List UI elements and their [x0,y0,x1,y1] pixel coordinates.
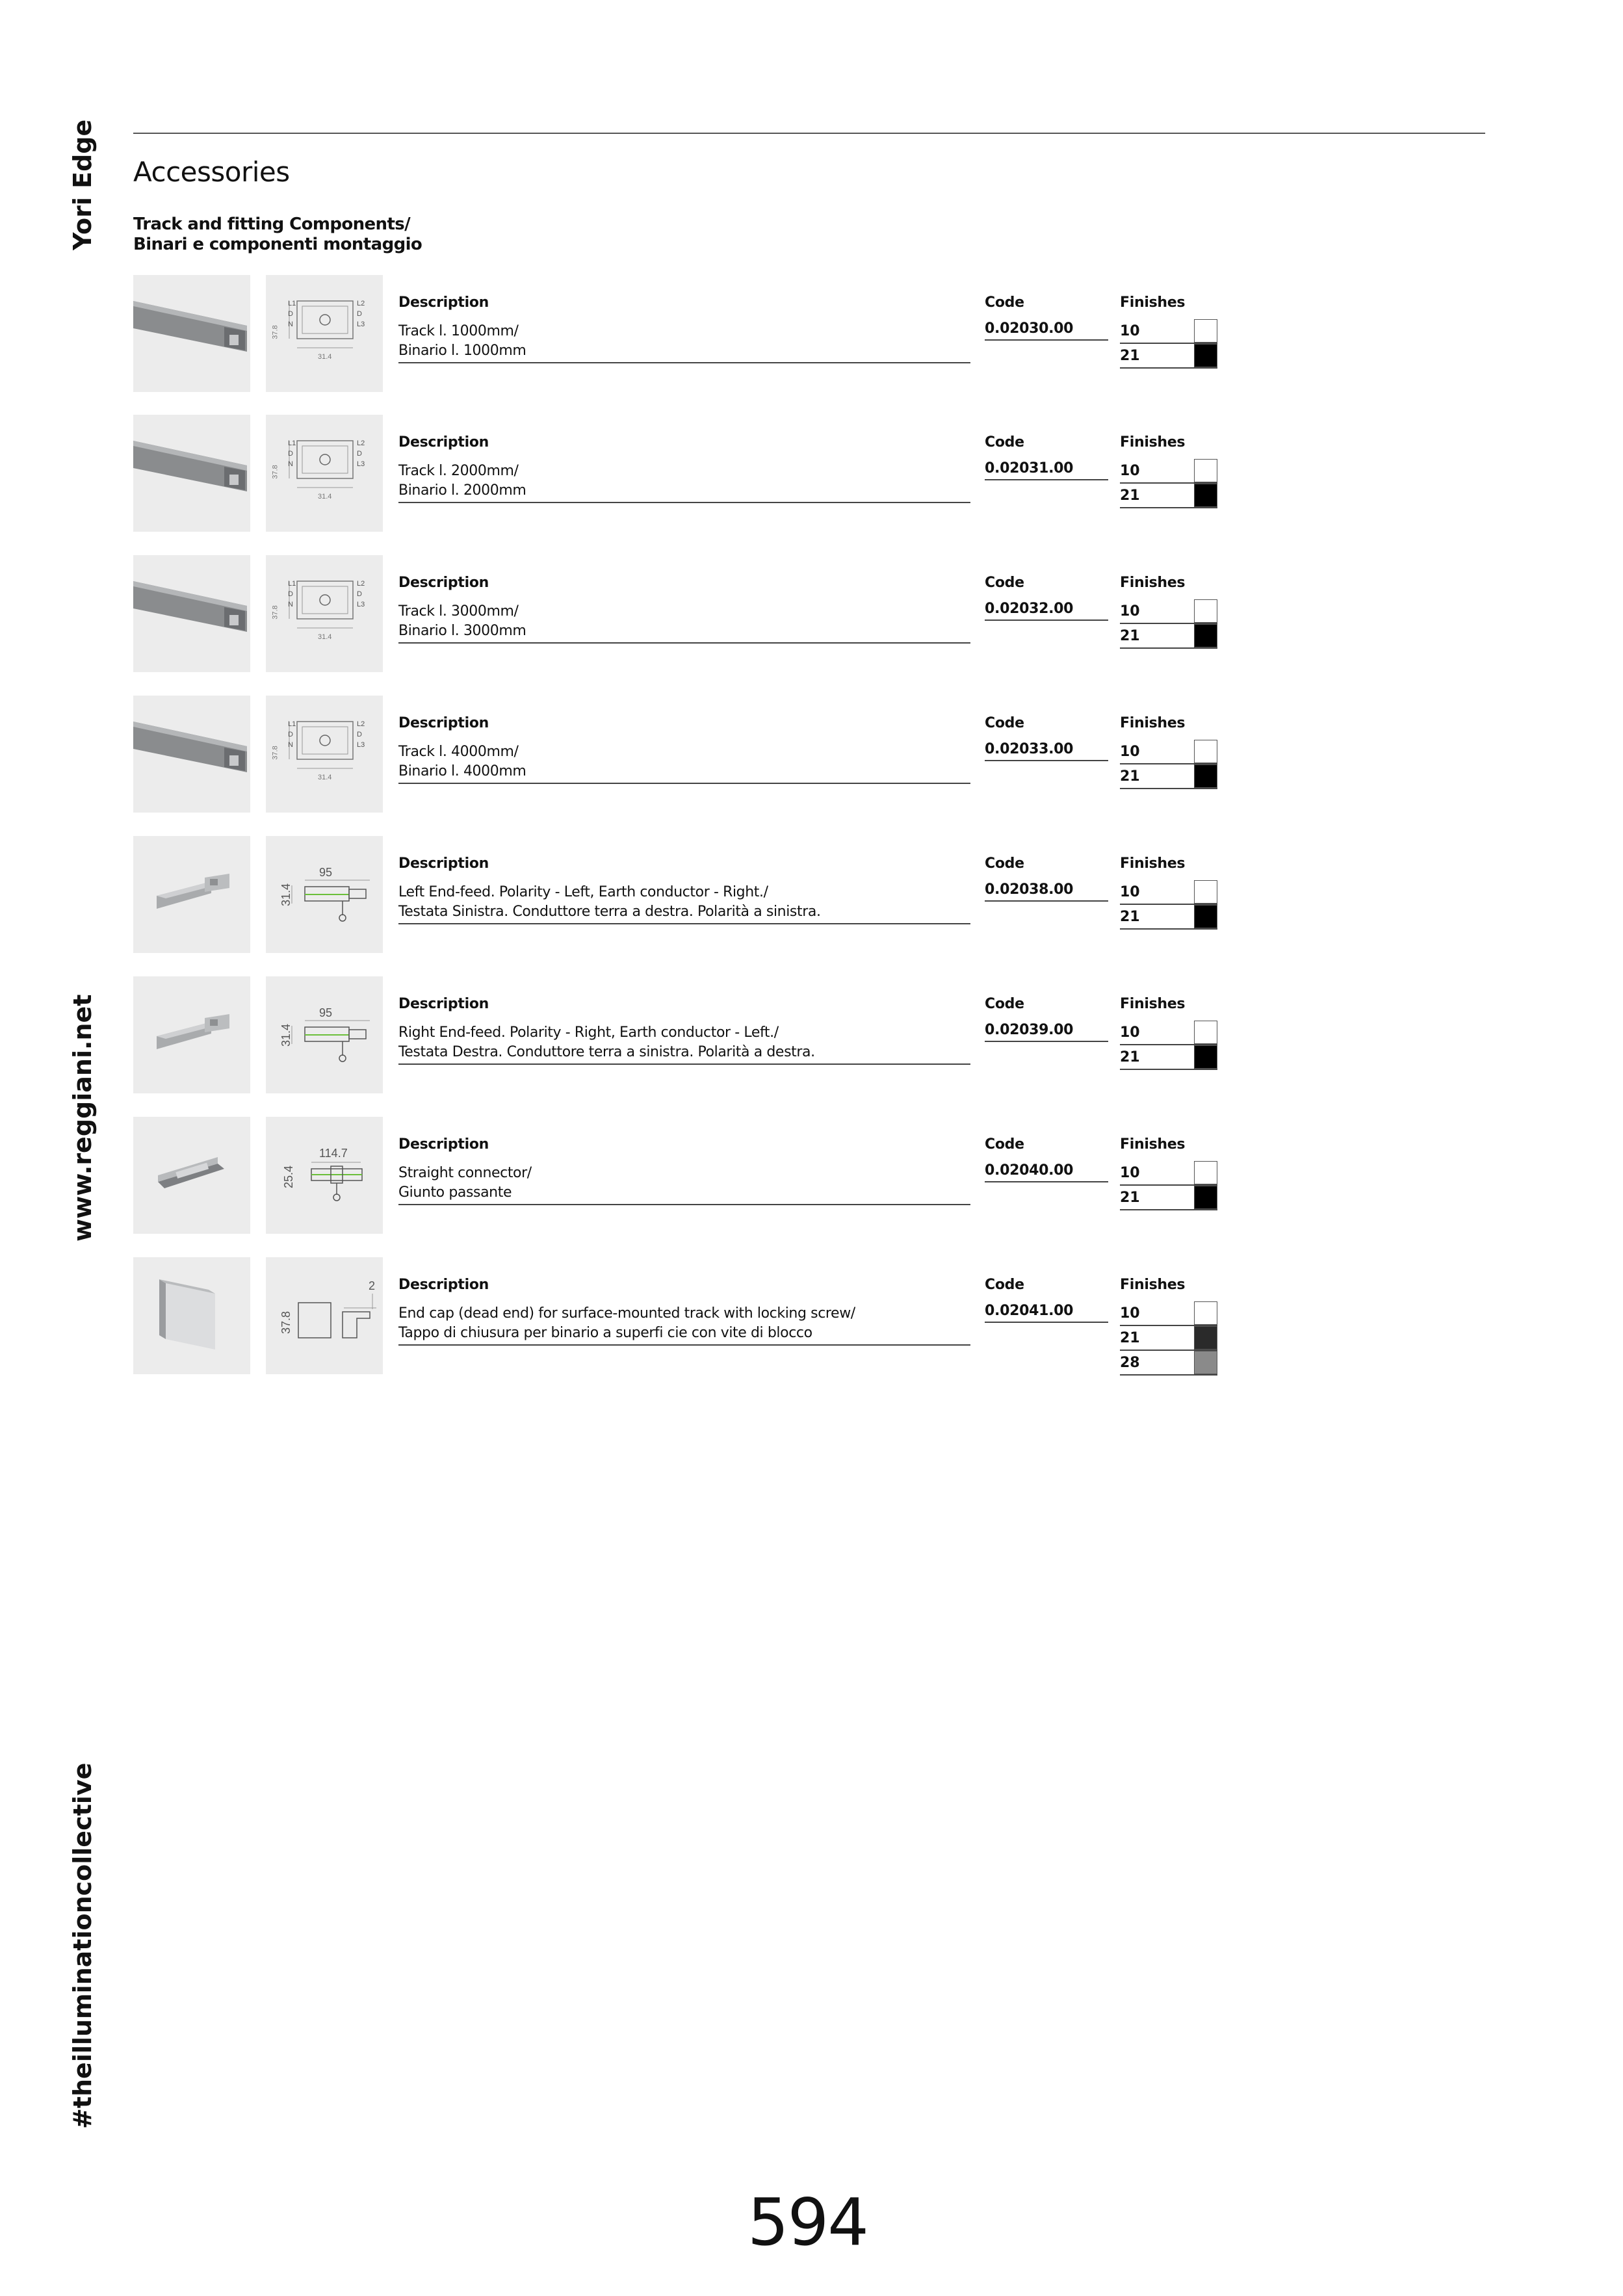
finishes-list [1120,459,1217,508]
finish-code: 10 [1120,463,1140,479]
finish-swatch-black [1194,624,1217,647]
dim-height: 37.8 [271,605,279,620]
finish-option [1120,344,1217,369]
code-header: Code [985,434,1024,450]
label-d-left: D [288,590,293,598]
finishes-list [1120,319,1217,369]
description-header: Description [398,855,489,872]
end-cap-photo-icon [133,1257,250,1374]
connector-photo-icon [133,1117,250,1234]
finish-swatch-black [1194,344,1217,367]
finish-option [1120,1351,1217,1376]
description-line-en: Left End-feed. Polarity - Left, Earth conductor - Right./ [398,884,768,900]
dim-side: 31.4 [279,883,293,907]
label-l1: L1 [288,720,296,728]
technical-drawing-track [266,696,383,813]
dim-width: 31.4 [318,633,332,641]
finish-option [1120,764,1217,789]
finishes-list [1120,1021,1217,1070]
label-l1: L1 [288,580,296,588]
finishes-list [1120,599,1217,649]
product-row [133,1257,1238,1374]
dim-top: 95 [319,1006,333,1019]
finish-swatch-white [1194,1161,1217,1184]
dim-height: 37.8 [271,325,279,339]
finishes-header: Finishes [1120,715,1186,731]
finish-option [1120,1326,1217,1351]
description-line-en: Right End-feed. Polarity - Right, Earth conductor - Left./ [398,1024,779,1041]
dim-width: 31.4 [318,353,332,361]
product-photo-track [133,415,250,532]
finishes-header: Finishes [1120,996,1186,1012]
code-header: Code [985,855,1024,872]
product-code: 0.02033.00 [985,741,1108,761]
dim-top: 95 [319,866,333,879]
dim-side: 31.4 [279,1023,293,1047]
finish-swatch-white [1194,599,1217,623]
description-line-en: End cap (dead end) for surface-mounted track with locking screw/ [398,1305,855,1322]
label-n: N [288,741,293,749]
finish-code: 21 [1120,1330,1140,1346]
header-rule [133,133,1485,134]
finish-option [1120,1161,1217,1186]
track-photo-icon [133,275,250,392]
finish-code: 21 [1120,909,1140,925]
finish-option [1120,599,1217,624]
label-l2: L2 [357,439,365,447]
product-description [398,742,970,784]
label-d-right: D [357,450,362,458]
finishes-header: Finishes [1120,855,1186,872]
description-line-it: Binario l. 3000mm [398,623,526,639]
product-code: 0.02038.00 [985,881,1108,902]
label-n: N [288,601,293,608]
technical-drawing-end-feed [266,836,383,953]
finishes-header: Finishes [1120,575,1186,591]
finish-option [1120,1186,1217,1210]
finish-code: 10 [1120,1165,1140,1181]
finish-code: 28 [1120,1355,1140,1371]
dim-side: 37.8 [279,1311,293,1335]
label-d-left: D [288,310,293,318]
label-d-left: D [288,731,293,738]
finishes-header: Finishes [1120,434,1186,450]
brand-text: Yori Edge [68,119,97,250]
technical-drawing-end-cap [266,1257,383,1374]
product-description [398,1164,970,1205]
description-header: Description [398,1136,489,1153]
product-code: 0.02030.00 [985,320,1108,341]
code-header: Code [985,715,1024,731]
description-header: Description [398,294,489,311]
finish-option [1120,624,1217,649]
label-l3: L3 [357,320,365,328]
finish-option [1120,740,1217,764]
finish-option [1120,319,1217,344]
dim-top: 2 [369,1279,376,1292]
section-subtitle [133,215,422,255]
finish-code: 10 [1120,323,1140,339]
description-line-en: Straight connector/ [398,1165,532,1181]
finish-code: 21 [1120,488,1140,504]
track-profile-icon [266,275,383,392]
product-row [133,696,1238,813]
finish-swatch-white [1194,319,1217,343]
label-l2: L2 [357,300,365,307]
finish-swatch-black [1194,905,1217,928]
finish-code: 21 [1120,768,1140,785]
finish-swatch-black [1194,764,1217,788]
finish-swatch-black [1194,1045,1217,1069]
product-description [398,1304,970,1346]
label-d-left: D [288,450,293,458]
label-l1: L1 [288,439,296,447]
finish-code: 10 [1120,1305,1140,1322]
product-photo-track [133,275,250,392]
code-header: Code [985,996,1024,1012]
subtitle-line-1: Track and fitting Components/ [133,215,411,234]
product-description [398,602,970,644]
product-row [133,555,1238,672]
description-line-it: Testata Sinistra. Conduttore terra a destra. Polarità a sinistra. [398,904,821,920]
finish-code: 21 [1120,628,1140,644]
product-row [133,275,1238,392]
code-header: Code [985,575,1024,591]
label-n: N [288,320,293,328]
label-l2: L2 [357,580,365,588]
description-header: Description [398,1277,489,1293]
subtitle-line-2: Binari e componenti montaggio [133,235,422,254]
code-header: Code [985,294,1024,311]
label-n: N [288,460,293,468]
page-number: 594 [747,2184,868,2260]
product-photo-track [133,555,250,672]
dim-top: 114.7 [319,1147,348,1160]
description-line-it: Testata Destra. Conduttore terra a sinistra. Polarità a destra. [398,1044,815,1060]
description-line-it: Binario l. 4000mm [398,763,526,779]
dim-side: 25.4 [282,1165,296,1189]
product-code: 0.02031.00 [985,460,1108,480]
description-header: Description [398,434,489,450]
description-line-it: Giunto passante [398,1184,512,1201]
hashtag-text: #theilluminationcollective [68,1762,97,2129]
product-row [133,976,1238,1093]
finish-swatch-black [1194,1186,1217,1209]
finish-code: 10 [1120,1024,1140,1041]
description-header: Description [398,575,489,591]
product-photo-end-feed [133,976,250,1093]
label-l3: L3 [357,601,365,608]
finish-option [1120,1045,1217,1070]
technical-drawing-end-feed [266,976,383,1093]
label-d-right: D [357,731,362,738]
technical-drawing-track [266,275,383,392]
track-photo-icon [133,696,250,813]
finish-swatch-white [1194,1021,1217,1044]
dim-height: 37.8 [271,465,279,479]
description-line-it: Tappo di chiusura per binario a superfi cie con vite di blocco [398,1325,812,1341]
finish-option [1120,880,1217,905]
description-line-en: Track l. 1000mm/ [398,323,519,339]
finish-code: 21 [1120,348,1140,364]
finish-option [1120,1301,1217,1326]
end-feed-photo-icon [133,836,250,953]
end-feed-photo-icon [133,976,250,1093]
product-photo-connector [133,1117,250,1234]
code-header: Code [985,1277,1024,1293]
description-header: Description [398,996,489,1012]
description-line-it: Binario l. 1000mm [398,343,526,359]
product-code: 0.02032.00 [985,601,1108,621]
product-row [133,1117,1238,1234]
finish-code: 21 [1120,1190,1140,1206]
product-code: 0.02040.00 [985,1162,1108,1182]
finishes-list [1120,1161,1217,1210]
product-photo-end-cap [133,1257,250,1374]
finish-code: 10 [1120,603,1140,620]
product-code: 0.02039.00 [985,1022,1108,1042]
product-photo-track [133,696,250,813]
finish-swatch-black [1194,484,1217,507]
finishes-header: Finishes [1120,294,1186,311]
track-photo-icon [133,415,250,532]
label-l3: L3 [357,460,365,468]
technical-drawing-connector [266,1117,383,1234]
dim-height: 37.8 [271,746,279,760]
finish-swatch-white [1194,1301,1217,1325]
finish-option [1120,1021,1217,1045]
dim-width: 31.4 [318,774,332,781]
product-code: 0.02041.00 [985,1303,1108,1323]
technical-drawing-track [266,415,383,532]
track-photo-icon [133,555,250,672]
finish-option [1120,459,1217,484]
finish-option [1120,484,1217,508]
finishes-list [1120,880,1217,930]
product-description [398,322,970,363]
finish-code: 21 [1120,1049,1140,1065]
description-header: Description [398,715,489,731]
product-row [133,836,1238,953]
dim-width: 31.4 [318,493,332,501]
finish-swatch-white [1194,880,1217,904]
description-line-en: Track l. 4000mm/ [398,744,519,760]
code-header: Code [985,1136,1024,1153]
finish-code: 10 [1120,744,1140,760]
product-description [398,883,970,924]
label-d-right: D [357,590,362,598]
finish-swatch-white [1194,740,1217,763]
finish-code: 10 [1120,884,1140,900]
label-l3: L3 [357,741,365,749]
product-photo-end-feed [133,836,250,953]
technical-drawing-track [266,555,383,672]
description-line-en: Track l. 2000mm/ [398,463,519,479]
finish-option [1120,905,1217,930]
product-row [133,415,1238,532]
description-line-en: Track l. 3000mm/ [398,603,519,620]
url-text: www.reggiani.net [68,994,97,1242]
finishes-header: Finishes [1120,1277,1186,1293]
track-profile-icon [266,696,383,813]
finish-swatch-grey [1194,1351,1217,1374]
track-profile-icon [266,555,383,672]
product-description [398,1023,970,1065]
label-d-right: D [357,310,362,318]
finishes-list [1120,1301,1217,1376]
label-l2: L2 [357,720,365,728]
finish-swatch-black [1194,1326,1217,1350]
finishes-list [1120,740,1217,789]
description-line-it: Binario l. 2000mm [398,482,526,499]
product-description [398,462,970,503]
finishes-header: Finishes [1120,1136,1186,1153]
page-title: Accessories [133,156,290,188]
finish-swatch-white [1194,459,1217,482]
label-l1: L1 [288,300,296,307]
track-profile-icon [266,415,383,532]
